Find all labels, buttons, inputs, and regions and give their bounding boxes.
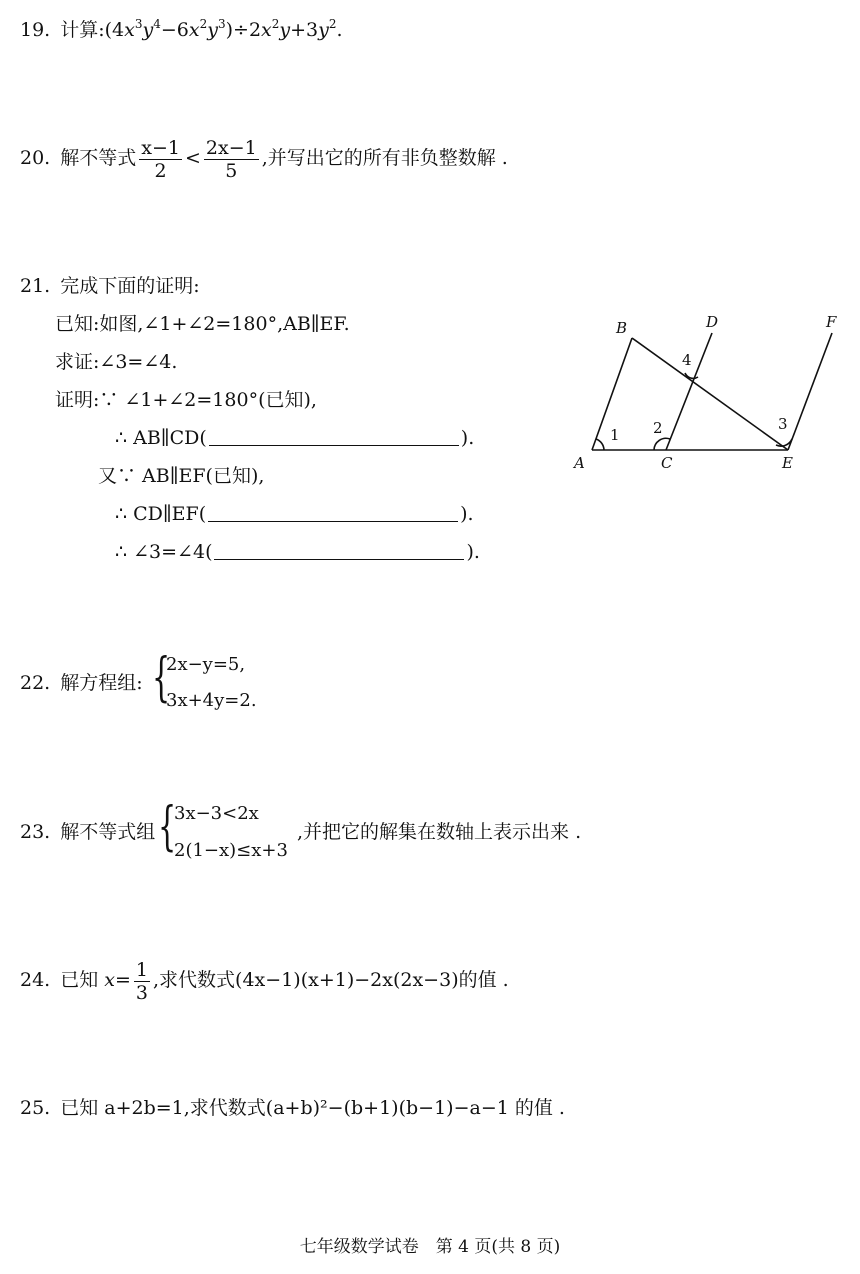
expression: $(4x^3y^4-6x^2y^3)\div 2x^2y+3y^2$. xyxy=(104,17,343,41)
equation-1: 2x−y=5, xyxy=(166,654,246,675)
label-c: C xyxy=(661,454,673,472)
system-brace: { xyxy=(152,648,171,708)
label-d: D xyxy=(706,313,719,331)
line-ef xyxy=(788,333,832,450)
angle-label-3: 3 xyxy=(778,415,788,433)
equation-2: 3x+4y=2. xyxy=(166,690,257,711)
question-21-title xyxy=(20,274,200,298)
question-label: 计算: xyxy=(60,19,105,41)
question-suffix: ,并写出它的所有非负整数解 . xyxy=(261,147,508,169)
question-label: 已知 xyxy=(60,969,99,991)
label-a: A xyxy=(574,454,585,472)
angle-label-2: 2 xyxy=(653,419,663,437)
inequality-1: 3x−3<2x xyxy=(174,803,259,824)
question-label: 完成下面的证明: xyxy=(60,275,200,297)
question-22 xyxy=(20,671,143,695)
answer-blank-1[interactable] xyxy=(209,427,459,446)
proof-step-5: ∴ ∠3=∠4( ). xyxy=(115,541,480,563)
question-number: 19. xyxy=(20,19,51,41)
question-24: 24. 已知 x= $\frac{1}{3}$ ,求代数式(4x−1)(x+1)−2x(2x−3)的值 . xyxy=(20,956,509,1004)
inequality-2: 2(1−x)≤x+3 xyxy=(174,840,288,861)
question-number: 21. xyxy=(20,275,51,297)
fraction-1: $\frac{x-1}{2}$ xyxy=(141,136,180,182)
given-statement: 已知:如图,∠1+∠2=180°,AB∥EF. xyxy=(55,313,350,335)
system-brace: { xyxy=(158,797,177,857)
fraction-2: $\frac{2x-1}{5}$ xyxy=(205,136,257,182)
prove-statement: 求证:∠3=∠4. xyxy=(55,351,178,373)
question-23 xyxy=(20,820,155,844)
question-label: 解不等式 xyxy=(60,147,137,169)
fraction: $\frac{1}{3}$ xyxy=(135,958,149,1004)
geometry-figure xyxy=(560,305,850,480)
question-number: 25. xyxy=(20,1097,51,1119)
question-number: 23. xyxy=(20,821,51,843)
question-number: 20. xyxy=(20,147,51,169)
question-19 xyxy=(20,18,343,42)
question-suffix: ,并把它的解集在数轴上表示出来 . xyxy=(297,821,582,843)
angle-1-arc xyxy=(596,439,604,450)
answer-blank-3[interactable] xyxy=(214,541,464,560)
question-number: 22. xyxy=(20,672,51,694)
angle-label-1: 1 xyxy=(610,426,620,444)
question-suffix: ,求代数式(4x−1)(x+1)−2x(2x−3)的值 . xyxy=(153,969,509,991)
proof-step-1: 证明:∵ ∠1+∠2=180°(已知), xyxy=(55,389,317,411)
proof-step-2: ∴ AB∥CD( ). xyxy=(115,427,475,449)
label-f: F xyxy=(826,313,837,331)
angle-label-4: 4 xyxy=(682,351,692,369)
proof-step-4: ∴ CD∥EF( ). xyxy=(115,503,474,525)
question-20: 20. 解不等式 $\frac{x-1}{2}$ < $\frac{2x-1}{5}$ ,并写出它的所有非负整数解 . xyxy=(20,134,508,182)
proof-step-3: 又∵ AB∥EF(已知), xyxy=(98,465,265,487)
question-25 xyxy=(20,1096,565,1120)
label-e: E xyxy=(782,454,793,472)
answer-blank-2[interactable] xyxy=(208,503,458,522)
label-b: B xyxy=(616,319,628,337)
question-number: 24. xyxy=(20,969,51,991)
question-label: 解不等式组 xyxy=(60,821,156,843)
question-label: 解方程组: xyxy=(60,672,143,694)
question-text: 已知 a+2b=1,求代数式(a+b)²−(b+1)(b−1)−a−1 的值 . xyxy=(60,1097,565,1119)
page-footer: 七年级数学试卷 第 4 页(共 8 页) xyxy=(299,1237,561,1257)
